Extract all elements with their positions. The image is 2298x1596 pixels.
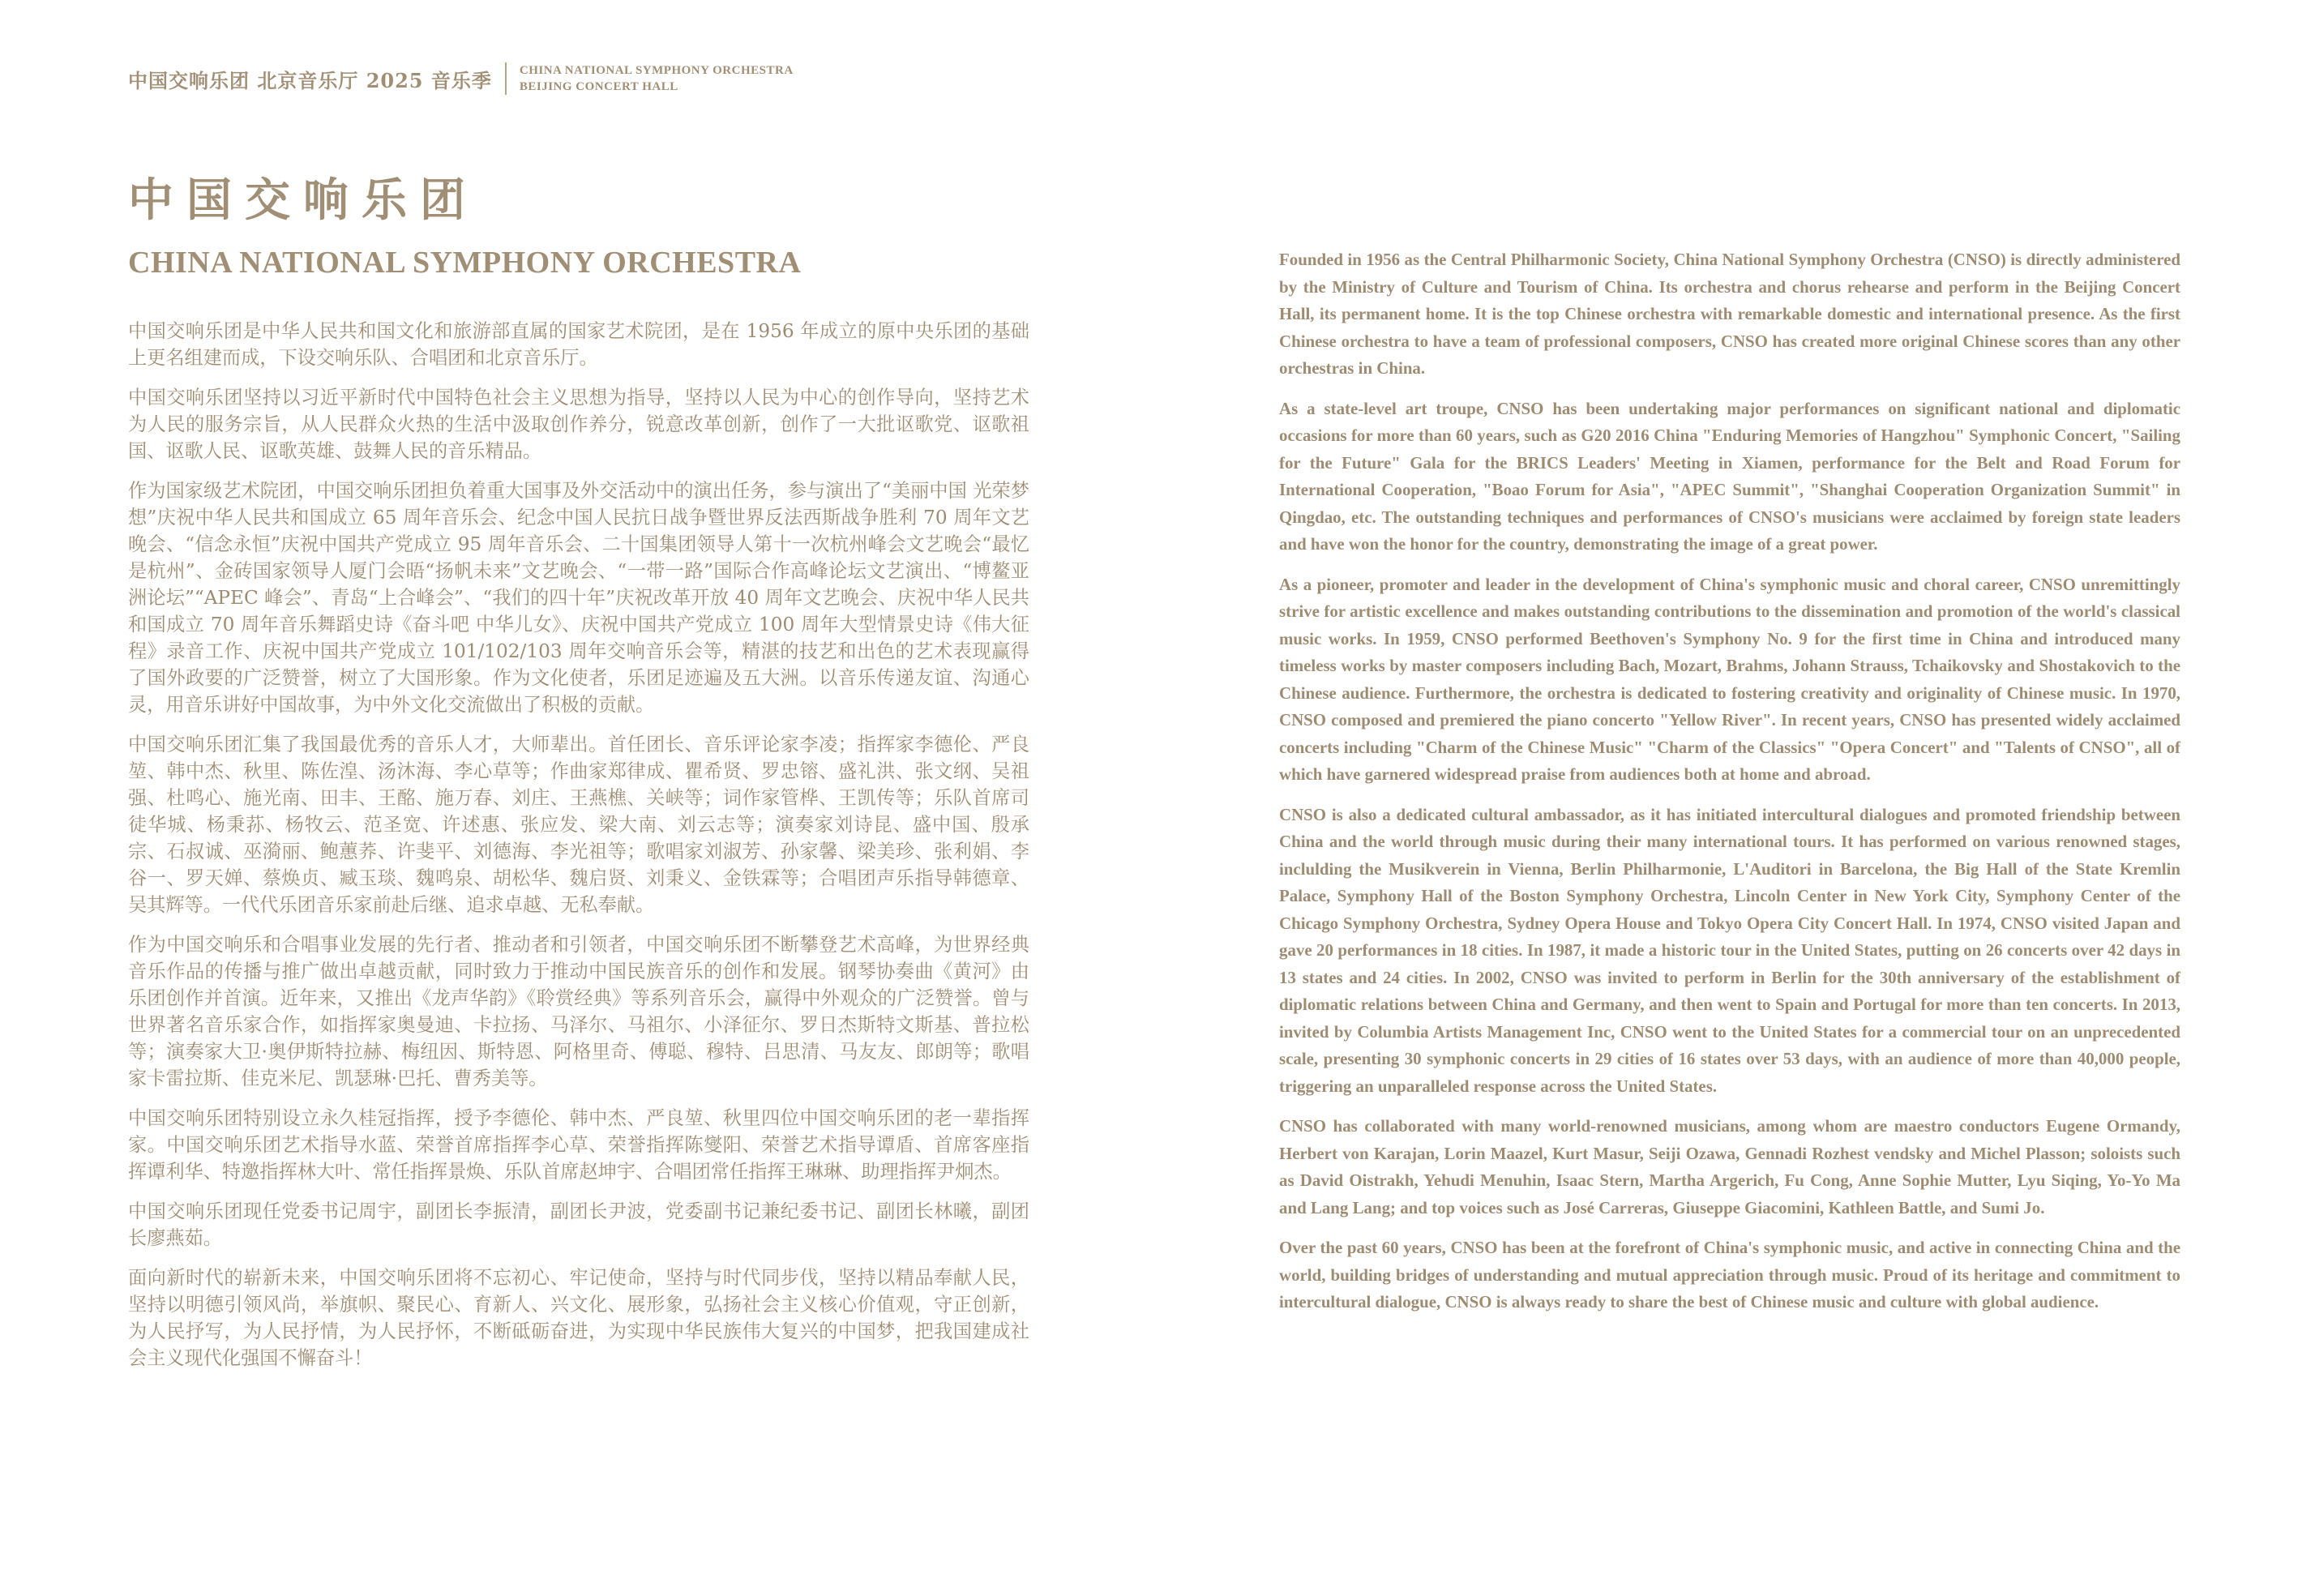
header-en-line2: BEIJING CONCERT HALL [519, 80, 678, 93]
en-paragraph: As a state-level art troupe, CNSO has been undertaking major performances on significant national and diplomatic occasions for more than 60 years, such as G20 2016 China "Enduring Memories of Hangzhou" Symphonic Concert, "Sailing for the Future" Gala for the BRICS Leaders' Meeting in Xiamen, performance for the Belt and Road Forum for International Cooperation, "Boao Forum for Asia", "APEC Summit", "Shanghai Cooperation Organization Summit" in Qingdao, etc. The outstanding techniques and performances of CNSO's musicians were acclaimed by foreign state leaders and have won the honor for the country, demonstrating the image of a great power. [1279, 398, 2180, 554]
cn-paragraph: 面向新时代的崭新未来，中国交响乐团将不忘初心、牢记使命，坚持与时代同步伐，坚持以精品奉献人民，坚持以明德引领风尚，举旗帜、聚民心、育新人、兴文化、展形象，弘扬社会主义核心价值观，守正创新，为人民抒写，为人民抒情，为人民抒怀，不断砥砺奋进，为实现中华民族伟大复兴的中国梦，把我国建成社会主义现代化强国不懈奋斗！ [128, 1267, 1029, 1369]
header-divider [505, 62, 507, 95]
english-text-column [1279, 246, 2180, 1329]
header-en-line1: CHINA NATIONAL SYMPHONY ORCHESTRA [519, 64, 794, 77]
en-paragraph: As a pioneer, promoter and leader in the development of China's symphonic music and choral career, CNSO unremittingly strive for artistic excellence and makes outstanding contributions to the dissemination and promotion of the world's classical music works. In 1959, CNSO performed Beethoven's Symphony No. 9 for the first time in China and introduced many timeless works by master composers including Bach, Mozart, Brahms, Johann Strauss, Tchaikovsky and Shostakovich to the Chinese audience. Furthermore, the orchestra is dedicated to fostering creativity and originality of Chinese music. In 1970, CNSO composed and premiered the piano concerto "Yellow River". In recent years, CNSO has presented widely acclaimed concerts including "Charm of the Chinese Music" "Charm of the Classics" "Opera Concert" and "Talents of CNSO", all of which have garnered widespread praise from audiences both at home and abroad. [1279, 574, 2180, 784]
page-header [128, 58, 794, 99]
header-season-title-cn: 中国交响乐团 北京音乐厅 2025 音乐季 [128, 68, 492, 92]
en-paragraph: CNSO has collaborated with many world-renowned musicians, among whom are maestro conductors Eugene Ormandy, Herbert von Karajan, Lorin Maazel, Kurt Masur, Seiji Ozawa, Gennadi Rozhest vendsky and Michel Plasson; soloists such as David Oistrakh, Yehudi Menuhin, Isaac Stern, Martha Argerich, Fu Cong, Anne Sophie Mutter, Lyu Siqing, Yo-Yo Ma and Lang Lang; and top voices such as José Carreras, Giuseppe Giacomini, Kathleen Battle, and Sumi Jo. [1279, 1116, 2180, 1217]
header-title-en [520, 62, 794, 95]
chinese-text-column [128, 318, 1029, 1384]
cn-paragraph: 作为国家级艺术院团，中国交响乐团担负着重大国事及外交活动中的演出任务，参与演出了“美丽中国 光荣梦想”庆祝中华人民共和国成立 65 周年音乐会、纪念中国人民抗日战争暨世界反法西斯战争胜利 70 周年文艺晚会、“信念永恒”庆祝中国共产党成立 95 周年音乐会、二十国集团领导人第十一次杭州峰会文艺晚会“最忆是杭州”、金砖国家领导人厦门会晤“扬帆未来”文艺晚会、“一带一路”国际合作高峰论坛文艺演出、“博鳌亚洲论坛”“APEC 峰会”、青岛“上合峰会”、“我们的四十年”庆祝改革开放 40 周年文艺晚会、庆祝中华人民共和国成立 70 周年音乐舞蹈史诗《奋斗吧 中华儿女》、庆祝中国共产党成立 100 周年大型情景史诗《伟大征程》录音工作、庆祝中国共产党成立 101/102/103 周年交响音乐会等，精湛的技艺和出色的艺术表现赢得了国外政要的广泛赞誉，树立了大国形象。作为文化使者，乐团足迹遍及五大洲。以音乐传递友谊、沟通心灵，用音乐讲好中国故事，为中外文化交流做出了积极的贡献。 [128, 480, 1029, 716]
cn-paragraph: 中国交响乐团汇集了我国最优秀的音乐人才，大师辈出。首任团长、音乐评论家李凌；指挥家李德伦、严良堃、韩中杰、秋里、陈佐湟、汤沐海、李心草等；作曲家郑律成、瞿希贤、罗忠镕、盛礼洪、张文纲、吴祖强、杜鸣心、施光南、田丰、王酩、施万春、刘庄、王燕樵、关峡等；词作家管桦、王凯传等；乐队首席司徒华城、杨秉荪、杨牧云、范圣宽、许述惠、张应发、梁大南、刘云志等；演奏家刘诗昆、盛中国、殷承宗、石叔诚、巫漪丽、鲍蕙荞、许斐平、刘德海、李光祖等；歌唱家刘淑芳、孙家馨、梁美珍、张利娟、李谷一、罗天婵、蔡焕贞、臧玉琰、魏鸣泉、胡松华、魏启贤、刘秉义、金铁霖等；合唱团声乐指导韩德章、吴其辉等。一代代乐团音乐家前赴后继、追求卓越、无私奉献。 [128, 734, 1029, 916]
page-title-cn: 中国交响乐团 [128, 173, 478, 227]
cn-paragraph: 中国交响乐团坚持以习近平新时代中国特色社会主义思想为指导，坚持以人民为中心的创作导向，坚持艺术为人民的服务宗旨，从人民群众火热的生活中汲取创作养分，锐意改革创新，创作了一大批讴歌党、讴歌祖国、讴歌人民、讴歌英雄、鼓舞人民的音乐精品。 [128, 387, 1029, 462]
cn-paragraph: 中国交响乐团特别设立永久桂冠指挥，授予李德伦、韩中杰、严良堃、秋里四位中国交响乐团的老一辈指挥家。中国交响乐团艺术指导水蓝、荣誉首席指挥李心草、荣誉指挥陈燮阳、荣誉艺术指导谭盾、首席客座指挥谭利华、特邀指挥林大叶、常任指挥景焕、乐队首席赵坤宇、合唱团常任指挥王琳琳、助理指挥尹炯杰。 [128, 1107, 1029, 1183]
en-paragraph: Over the past 60 years, CNSO has been at the forefront of China's symphonic music, and active in connecting China and the world, building bridges of understanding and mutual appreciation through music. Proud of its heritage and commitment to intercultural dialogue, CNSO is always ready to share the best of Chinese music and culture with global audience. [1279, 1238, 2180, 1311]
cn-paragraph: 中国交响乐团现任党委书记周宇，副团长李振清，副团长尹波，党委副书记兼纪委书记、副团长林曦，副团长廖燕茹。 [128, 1200, 1029, 1249]
en-paragraph: Founded in 1956 as the Central Philharmonic Society, China National Symphony Orchestra (CNSO) is directly administered by the Ministry of Culture and Tourism of China. Its orchestra and chorus rehearse and perform in the Beijing Concert Hall, its permanent home. It is the top Chinese orchestra with remarkable domestic and international presence. As the first Chinese orchestra to have a team of professional composers, CNSO has created more original Chinese scores than any other orchestras in China. [1279, 250, 2180, 378]
en-paragraph: CNSO is also a dedicated cultural ambassador, as it has initiated intercultural dialogues and promoted friendship between China and the world through music during their many international tours. It has performed on various renowned stages, inclulding the Musikverein in Vienna, Berlin Philharmonie, L'Auditori in Barcelona, the Big Hall of the State Kremlin Palace, Symphony Hall of the Boston Symphony Orchestra, Lincoln Center in New York City, Symphony Center of the Chicago Symphony Orchestra, Sydney Opera House and Tokyo Opera City Concert Hall. In 1974, CNSO visited Japan and gave 20 performances in 18 cities. In 1987, it made a historic tour in the United States, putting on 26 concerts over 42 days in 13 states and 24 cities. In 2002, CNSO was invited to perform in Berlin for the 30th anniversary of the establishment of diplomatic relations between China and Germany, and then went to Spain and Portugal for more than ten concerts. In 2013, invited by Columbia Artists Management Inc, CNSO went to the United States for a commercial tour on an unprecedented scale, presenting 30 symphonic concerts in 29 cities of 16 states over 53 days, with an audience of more than 40,000 people, triggering an unparalleled response across the United States. [1279, 804, 2180, 1096]
cn-paragraph: 中国交响乐团是中华人民共和国文化和旅游部直属的国家艺术院团，是在 1956 年成立的原中央乐团的基础上更名组建而成，下设交响乐队、合唱团和北京音乐厅。 [128, 320, 1029, 369]
page-title-en: CHINA NATIONAL SYMPHONY ORCHESTRA [128, 246, 802, 280]
cn-paragraph: 作为中国交响乐和合唱事业发展的先行者、推动者和引领者，中国交响乐团不断攀登艺术高峰，为世界经典音乐作品的传播与推广做出卓越贡献，同时致力于推动中国民族音乐的创作和发展。钢琴协奏曲《黄河》由乐团创作并首演。近年来，又推出《龙声华韵》《聆赏经典》等系列音乐会，赢得中外观众的广泛赞誉。曾与世界著名音乐家合作，如指挥家奥曼迪、卡拉扬、马泽尔、马祖尔、小泽征尔、罗日杰斯特文斯基、普拉松等；演奏家大卫·奥伊斯特拉赫、梅纽因、斯特恩、阿格里奇、傅聪、穆特、吕思清、马友友、郎朗等；歌唱家卡雷拉斯、佳克米尼、凯瑟琳·巴托、曹秀美等。 [128, 934, 1029, 1089]
